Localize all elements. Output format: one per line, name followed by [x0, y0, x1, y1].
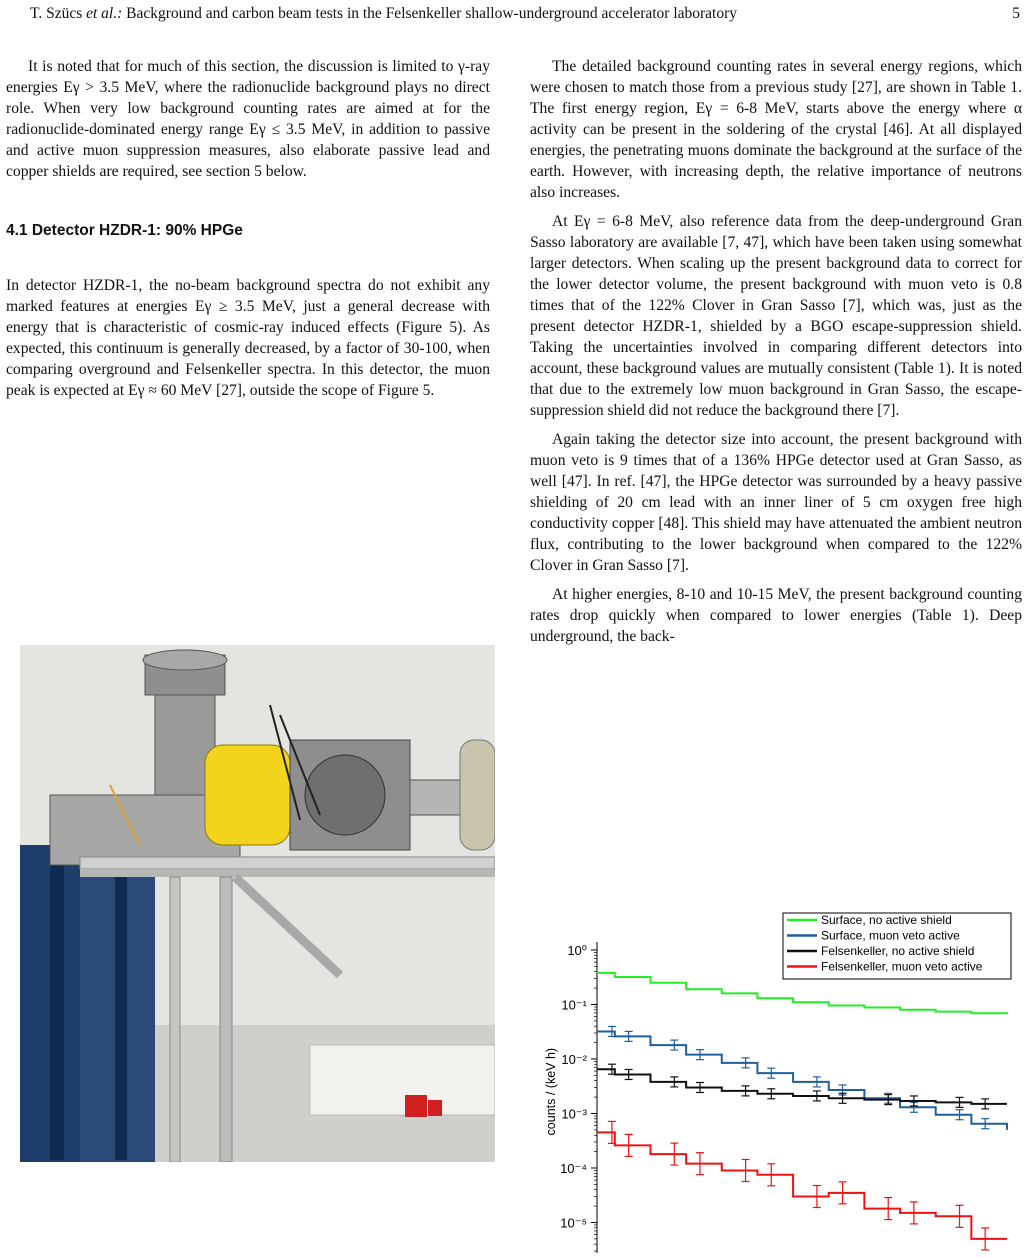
- detector-photo: [20, 645, 495, 1162]
- legend-label-2: Surface, muon veto active: [821, 928, 960, 943]
- y-tick-label: 10⁻¹: [561, 997, 587, 1013]
- legend-label-1: Surface, no active shield: [821, 913, 952, 927]
- y-tick-label: 10⁻³: [561, 1106, 587, 1122]
- header-title: Background and carbon beam tests in the Felsenkeller shallow-underground accelerator laboratory: [122, 5, 738, 22]
- right-column: [530, 56, 1022, 647]
- y-tick-label: 10⁻²: [561, 1052, 587, 1067]
- y-tick-label: 10⁻⁵: [560, 1215, 587, 1231]
- y-tick-label: 10⁰: [567, 943, 587, 958]
- left-paragraph-1: It is noted that for much of this section, the discussion is limited to γ-ray energies Eγ > 3.5 MeV, where the radionuclide background plays no direct role. When very low background counting rates are aimed at for the radionuclide-dominated energy range Eγ ≤ 3.5 MeV, in addition to passive and active muon suppression measures, also elaborate passive lead and copper shields are required, see section 5 below.: [6, 58, 490, 180]
- series-line-2: [597, 1031, 1007, 1129]
- detector-photo-illustration: [20, 645, 495, 1162]
- y-axis-label: counts / (keV h): [544, 1047, 558, 1136]
- header-etal: et al.:: [86, 5, 123, 22]
- chart-svg: [525, 895, 1025, 1253]
- section-title: 4.1 Detector HZDR-1: 90% HPGe: [6, 222, 243, 239]
- left-column: [6, 56, 490, 401]
- series-line-4: [597, 1132, 1007, 1239]
- background-spectrum-chart: [525, 895, 1025, 1253]
- left-paragraph-2: In detector HZDR-1, the no-beam background spectra do not exhibit any marked features at energies Eγ ≥ 3.5 MeV, just a general decrease with energy that is characteristic of cosmic-ray induced effects (Figure 5). As expected, this continuum is generally decreased, by a factor of 30-100, when comparing overground and Felsenkeller spectra. In this detector, the muon peak is expected at Eγ ≈ 60 MeV [27], outside the scope of Figure 5.: [6, 277, 490, 399]
- right-paragraph-3: Again taking the detector size into account, the present background with muon veto is 9 times that of a 136% HPGe detector used at Gran Sasso, as well [47]. In ref. [47], the HPGe detector was surrounded by a heavy passive shielding of 20 cm lead with an inner liner of 5 cm oxygen free high conductivity copper [48]. This shield may have attenuated the ambient neutron flux, contributing to the lower background when compared to the 122% Clover in Gran Sasso [7].: [530, 431, 1022, 574]
- header-authors: T. Szücs: [30, 5, 87, 22]
- right-paragraph-4: At higher energies, 8-10 and 10-15 MeV, the present background counting rates drop quickly when compared to lower energies (Table 1). Deep underground, the back-: [530, 586, 1022, 645]
- y-tick-label: 10⁻⁴: [560, 1161, 587, 1176]
- right-paragraph-2: At Eγ = 6-8 MeV, also reference data from the deep-underground Gran Sasso laboratory are available [7, 47], which have been taken using somewhat larger detectors. When scaling up the present background data to correct for the lower detector volume, the present background with muon veto is 0.8 times that of the 122% Clover in Gran Sasso [7], which was, just as the present detector HZDR-1, shielded by a BGO escape-suppression shield. Taking the uncertainties involved in comparing different detectors into account, these background values are mutually consistent (Table 1). It is noted that due to the extremely low muon background in Gran Sasso, the escape-suppression shield did not reduce the background there [7].: [530, 213, 1022, 419]
- right-paragraph-1: The detailed background counting rates in several energy regions, which were chosen to match those from a previous study [27], are shown in Table 1. The first energy region, Eγ = 6-8 MeV, starts above the energy where α activity can be present in the soldering of the crystal [46]. At all displayed energies, the penetrating muons dominate the background at the surface of the earth. However, with increasing depth, the relative importance of neutrons also increases.: [530, 58, 1022, 201]
- legend-label-3: Felsenkeller, no active shield: [821, 944, 975, 958]
- running-header: [30, 5, 1020, 23]
- page-number: 5: [1012, 5, 1020, 22]
- series-line-3: [597, 1069, 1007, 1104]
- legend-label-4: Felsenkeller, muon veto active: [821, 959, 983, 974]
